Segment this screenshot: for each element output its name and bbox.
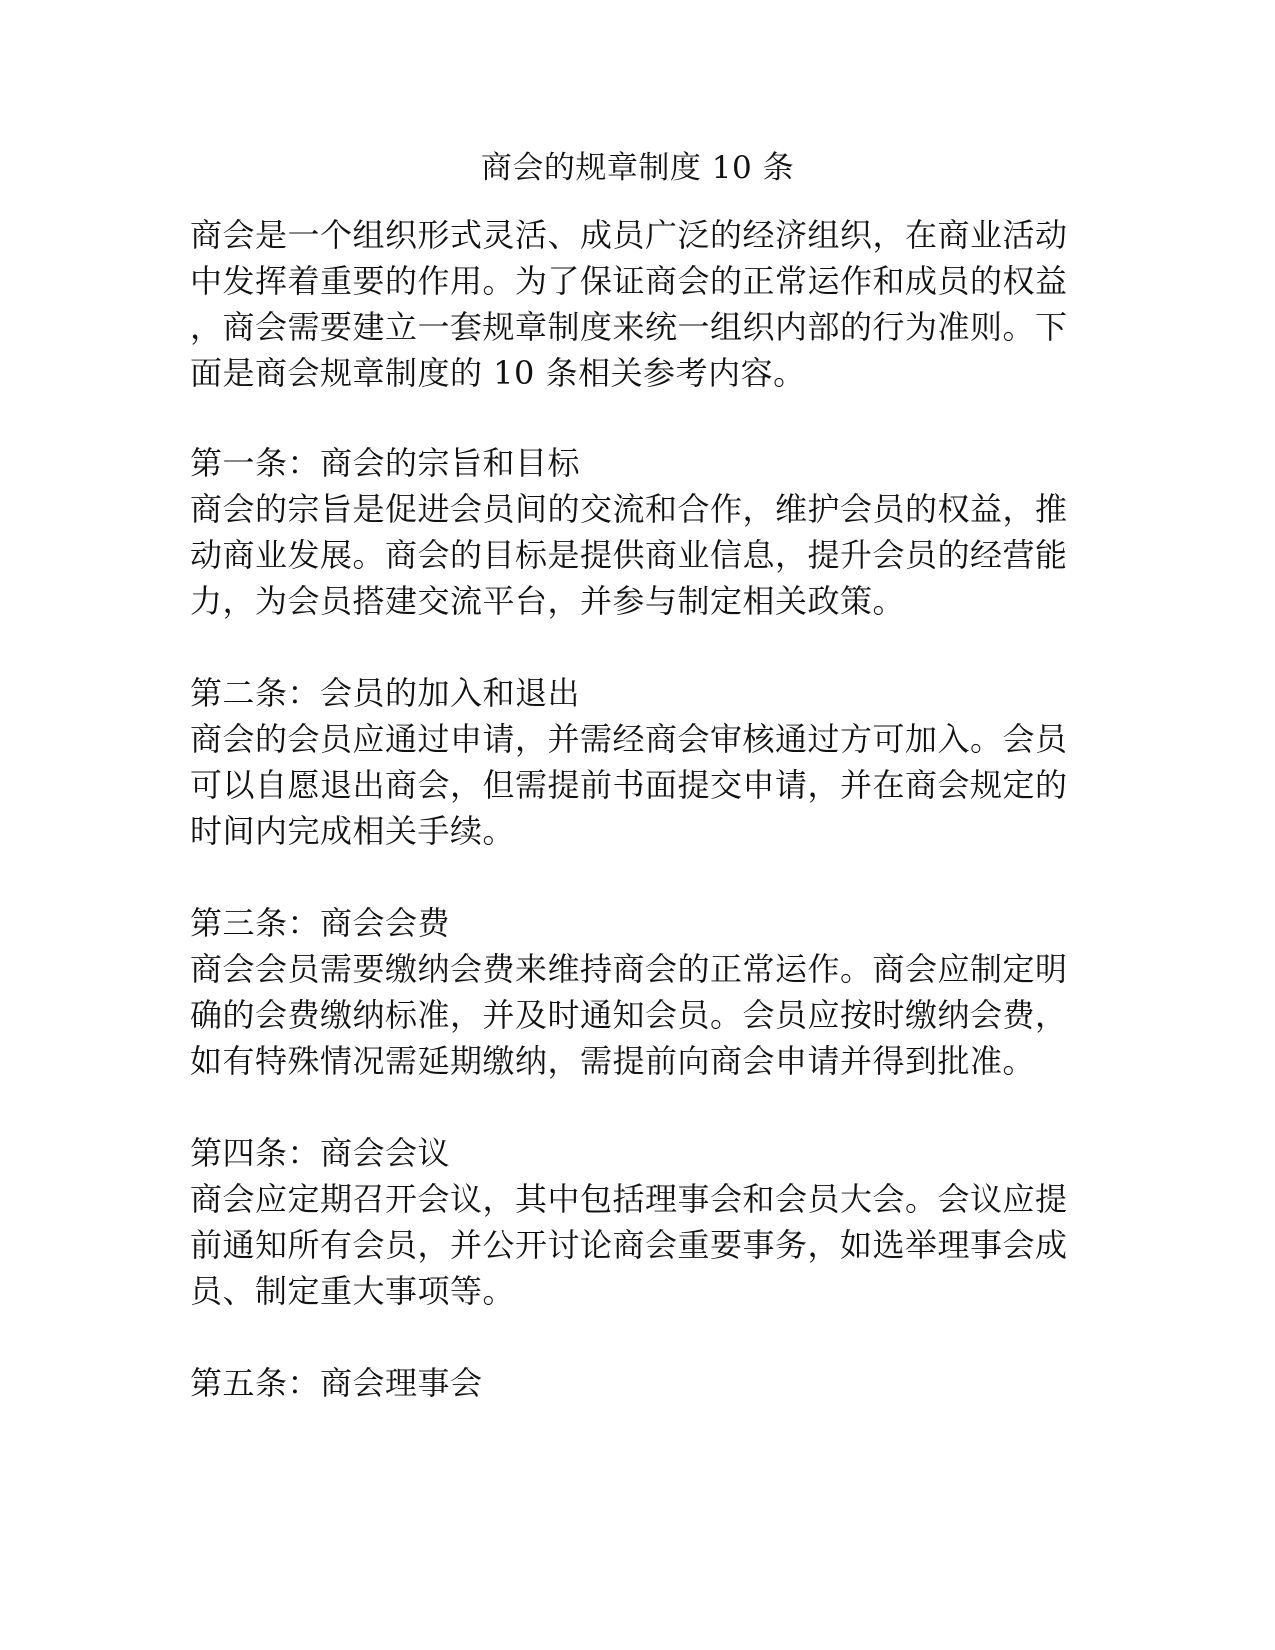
article-line: 商会的会员应通过申请，并需经商会审核通过方可加入。会员 xyxy=(190,720,1068,758)
article-line: 可以自愿退出商会，但需提前书面提交申请，并在商会规定的 xyxy=(190,766,1068,804)
article-heading: 第一条：商会的宗旨和目标 xyxy=(190,444,581,482)
article-line: 员、制定重大事项等。 xyxy=(190,1272,516,1310)
article-line: 时间内完成相关手续。 xyxy=(190,812,516,850)
intro-line: 商会是一个组织形式灵活、成员广泛的经济组织，在商业活动 xyxy=(190,216,1068,254)
article-heading: 第五条：商会理事会 xyxy=(190,1364,483,1402)
article-line: 如有特殊情况需延期缴纳，需提前向商会申请并得到批准。 xyxy=(190,1042,1036,1080)
intro-line: ，商会需要建立一套规章制度来统一组织内部的行为准则。下 xyxy=(190,308,1068,346)
intro-line: 面是商会规章制度的 10 条相关参考内容。 xyxy=(190,354,806,392)
article-heading: 第三条：商会会费 xyxy=(190,904,451,942)
article-line: 前通知所有会员，并公开讨论商会重要事务，如选举理事会成 xyxy=(190,1226,1068,1264)
article-line: 商会会员需要缴纳会费来维持商会的正常运作。商会应制定明 xyxy=(190,950,1068,988)
article-line: 确的会费缴纳标准，并及时通知会员。会员应按时缴纳会费， xyxy=(190,996,1068,1034)
article-line: 商会的宗旨是促进会员间的交流和合作，维护会员的权益，推 xyxy=(190,490,1068,528)
document-title: 商会的规章制度 10 条 xyxy=(480,150,795,186)
article-heading: 第二条：会员的加入和退出 xyxy=(190,674,581,712)
article-line: 力，为会员搭建交流平台，并参与制定相关政策。 xyxy=(190,582,906,620)
article-heading: 第四条：商会会议 xyxy=(190,1134,451,1172)
article-line: 动商业发展。商会的目标是提供商业信息，提升会员的经营能 xyxy=(190,536,1068,574)
article-line: 商会应定期召开会议，其中包括理事会和会员大会。会议应提 xyxy=(190,1180,1068,1218)
intro-line: 中发挥着重要的作用。为了保证商会的正常运作和成员的权益 xyxy=(190,262,1068,300)
